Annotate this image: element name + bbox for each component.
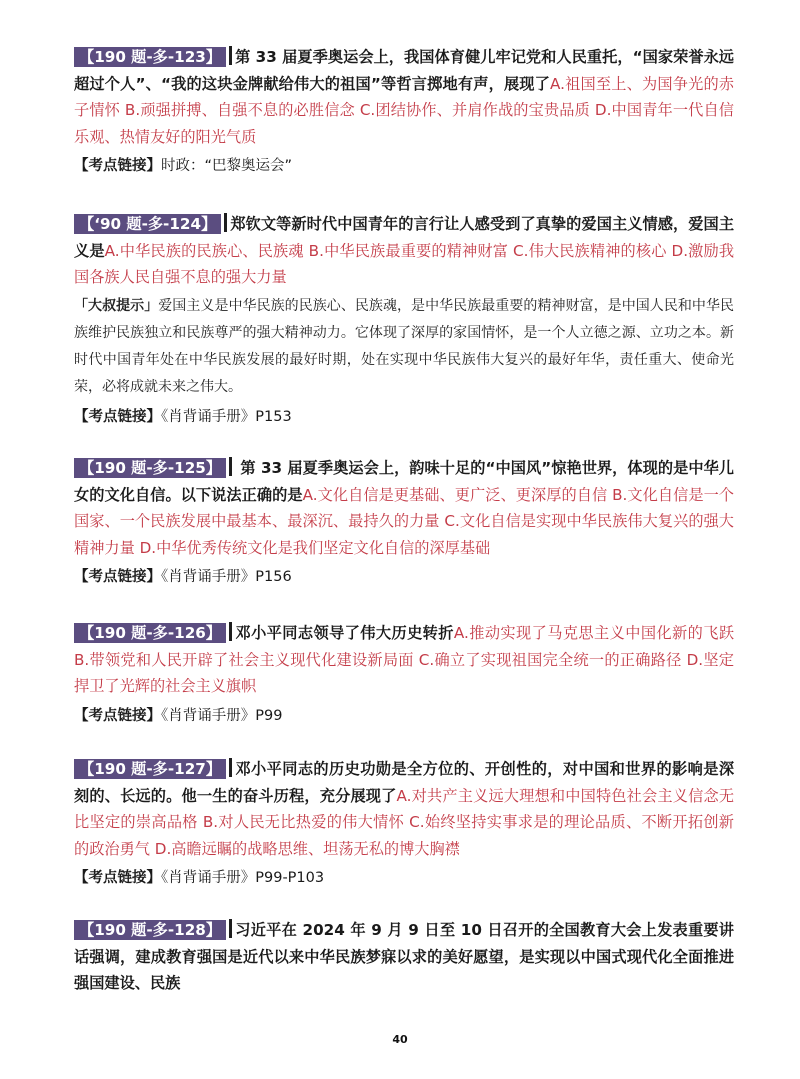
question-text xyxy=(74,756,734,862)
question-block xyxy=(74,211,734,429)
link-label: 【考点链接】 xyxy=(74,707,161,724)
question-tag: 【190 题-多-128】 xyxy=(74,920,226,940)
tag-divider xyxy=(224,213,227,232)
knowledge-link xyxy=(74,704,734,728)
question-stem: 第 33 届夏季奥运会上，我国体育健儿牢记党和人民重托，“国家荣誉永远超过个人”、“我的这块金牌献给伟大的祖国”等哲言掷地有声，展现了 xyxy=(74,48,734,93)
question-block xyxy=(74,44,734,178)
question-stem: 郑钦文等新时代中国青年的言行让人感受到了真挚的爱国主义情感，爱国主义是 xyxy=(74,215,734,260)
answer-options: A.祖国至上、为国争光的赤子情怀 B.顽强拼搏、自强不息的必胜信念 C.团结协作、并肩作战的宝贵品质 D.中国青年一代自信乐观、热情友好的阳光气质 xyxy=(74,74,735,146)
link-label: 【考点链接】 xyxy=(74,569,161,585)
link-reference: 《肖背诵手册》P156 xyxy=(161,569,292,585)
tag-divider xyxy=(229,758,232,777)
page-number: 40 xyxy=(392,1033,408,1046)
question-stem: 邓小平同志领导了伟大历史转折 xyxy=(235,624,454,642)
question-text xyxy=(74,620,734,700)
link-reference: 《肖背诵手册》P153 xyxy=(161,408,292,425)
tip-text: 爱国主义是中华民族的民族心、民族魂，是中华民族最重要的精神财富，是中国人民和中华民族维护民族独立和民族尊严的强大精神动力。它体现了深厚的家国情怀，是一个人立德之源、立功之本。新时代中国青年处在中华民族发展的最好时期，处在实现中华民族伟大复兴的最好年华，责任重大、使命光荣，必将成就未来之伟大。 xyxy=(74,297,735,395)
tag-divider xyxy=(229,457,232,476)
question-tag: 【190 题-多-123】 xyxy=(74,47,226,67)
link-reference: 时政：“巴黎奥运会” xyxy=(161,158,293,174)
tip-paragraph xyxy=(74,293,734,401)
question-text xyxy=(74,211,734,291)
link-label: 【考点链接】 xyxy=(74,408,161,425)
question-stem: 第 33 届夏季奥运会上，韵味十足的“中国风”惊艳世界，体现的是中华儿女的文化自信。以下说法正确的是 xyxy=(74,459,734,504)
knowledge-link xyxy=(74,154,734,178)
question-block xyxy=(74,455,734,589)
question-stem: 邓小平同志的历史功勋是全方位的、开创性的，对中国和世界的影响是深刻的、长远的。他一生的奋斗历程，充分展现了 xyxy=(74,760,734,805)
answer-options: A.对共产主义远大理想和中国特色社会主义信念无比坚定的崇高品格 B.对人民无比热爱的伟大情怀 C.始终坚持实事求是的理论品质、不断开拓创新的政治勇气 D.高瞻远瞩的战略思维、坦荡无私的博大胸襟 xyxy=(74,786,735,858)
answer-options: A.中华民族的民族心、民族魂 B.中华民族最重要的精神财富 C.伟大民族精神的核心 D.激励我国各族人民自强不息的强大力量 xyxy=(74,241,735,286)
question-text xyxy=(74,455,734,561)
question-tag: 【190 题-多-125】 xyxy=(74,458,226,478)
tag-divider xyxy=(229,46,232,65)
link-label: 【考点链接】 xyxy=(74,158,161,174)
question-text xyxy=(74,917,734,997)
tag-divider xyxy=(229,919,232,938)
link-reference: 《肖背诵手册》P99 xyxy=(161,707,283,724)
question-stem: 习近平在 2024 年 9 月 9 日至 10 日召开的全国教育大会上发表重要讲话强调，建成教育强国是近代以来中华民族梦寐以求的美好愿望，是实现以中国式现代化全面推进强国建设、民族 xyxy=(74,921,734,992)
answer-options: A.文化自信是更基础、更广泛、更深厚的自信 B.文化自信是一个国家、一个民族发展中最基本、最深沉、最持久的力量 C.文化自信是实现中华民族伟大复兴的强大精神力量 D.中华优秀传统文化是我们坚定文化自信的深厚基础 xyxy=(74,485,734,557)
tag-divider xyxy=(229,622,232,641)
tip-label: 「大叔提示」 xyxy=(74,297,159,314)
link-label: 【考点链接】 xyxy=(74,870,161,886)
link-reference: 《肖背诵手册》P99-P103 xyxy=(161,870,325,886)
question-block xyxy=(74,756,734,890)
knowledge-link xyxy=(74,405,734,429)
question-tag: 【‘90 题-多-124】 xyxy=(74,214,221,234)
question-block xyxy=(74,620,734,728)
answer-options: A.推动实现了马克思主义中国化新的飞跃 B.带领党和人民开辟了社会主义现代化建设新局面 C.确立了实现祖国完全统一的正确路径 D.坚定捍卫了光辉的社会主义旗帜 xyxy=(74,624,735,695)
question-tag: 【190 题-多-127】 xyxy=(74,759,226,779)
question-text xyxy=(74,44,734,150)
question-block xyxy=(74,917,734,997)
knowledge-link xyxy=(74,866,734,890)
knowledge-link xyxy=(74,565,734,589)
question-tag: 【190 题-多-126】 xyxy=(74,623,226,643)
